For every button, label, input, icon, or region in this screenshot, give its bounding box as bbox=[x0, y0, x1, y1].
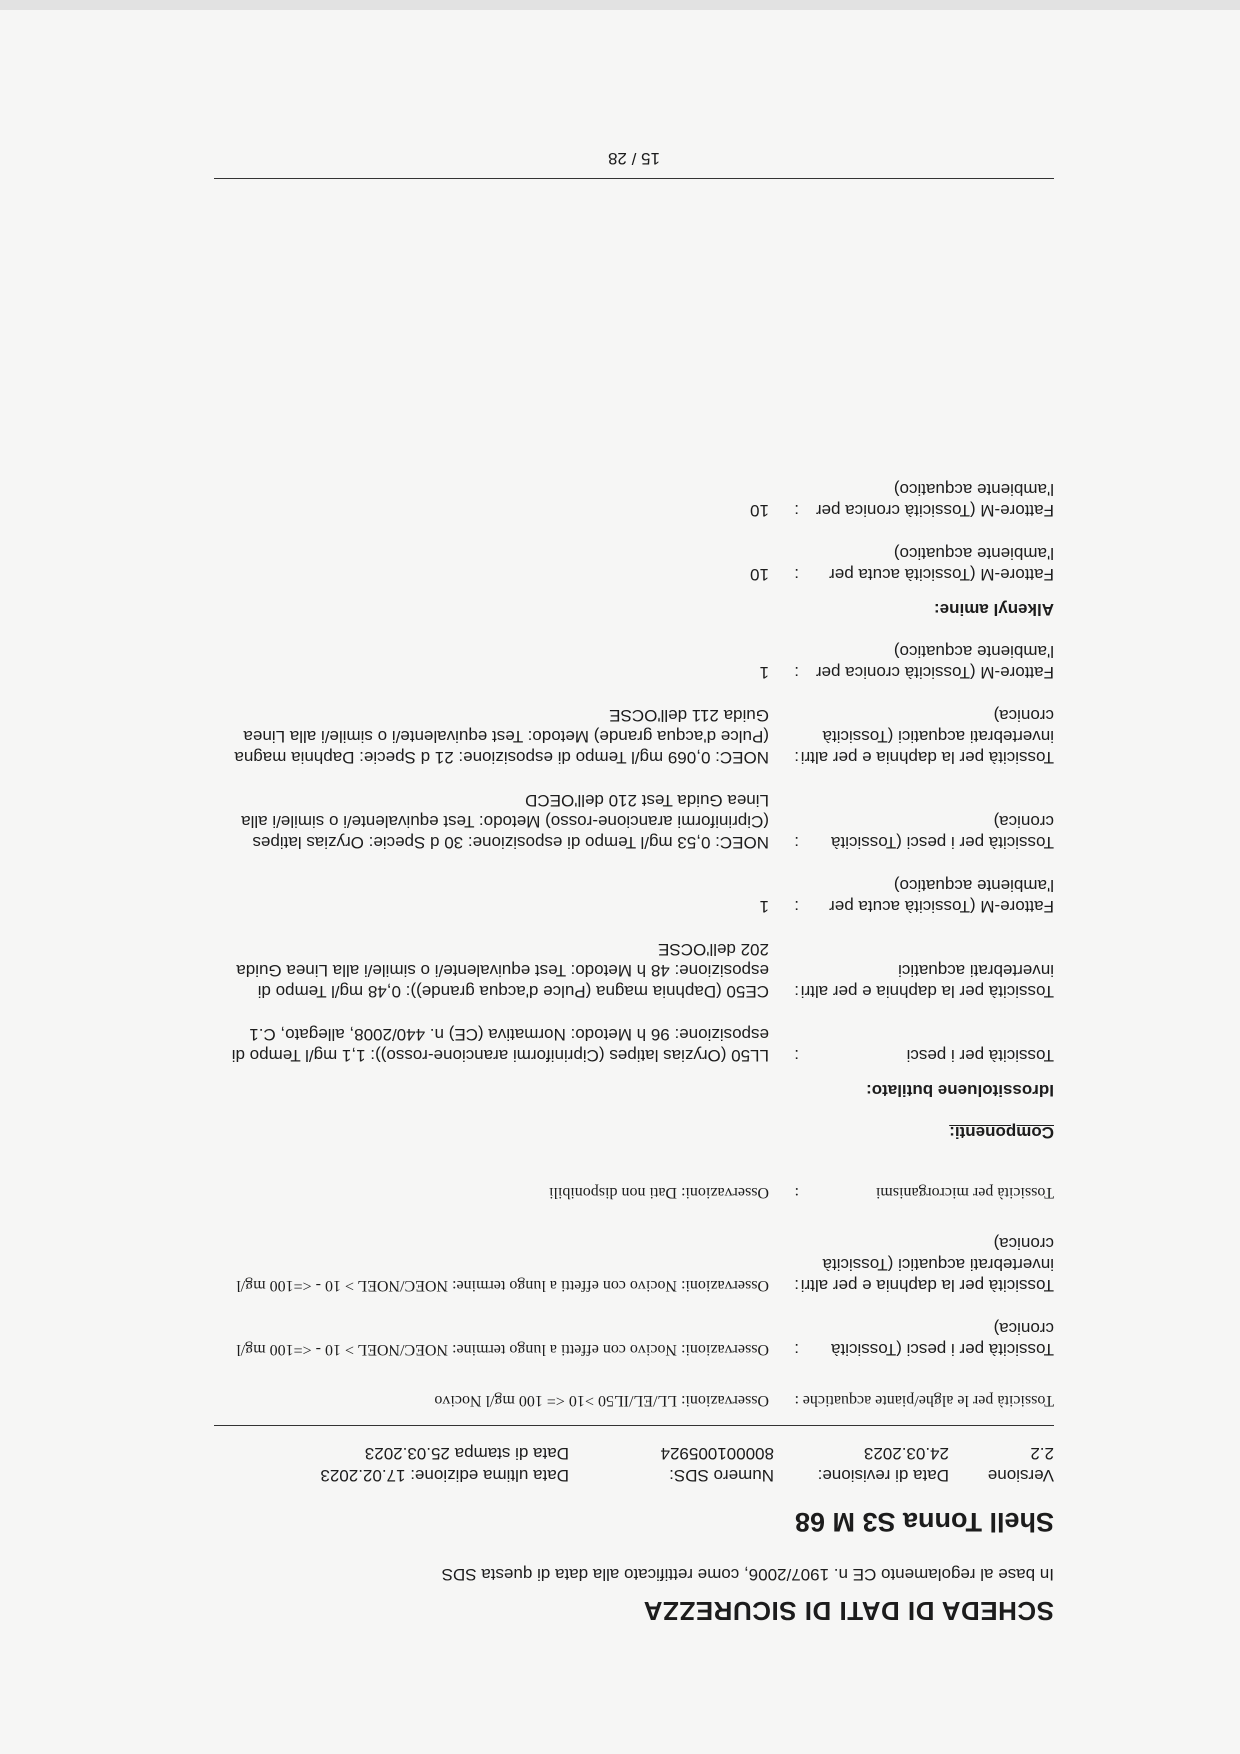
sds-number-label: Numero SDS: bbox=[669, 1466, 774, 1485]
m-factor-row: Fattore-M (Tossicità acuta per l'ambiente acquatico) : 1 bbox=[759, 876, 1054, 916]
sds-number-value: 800001005924 bbox=[660, 1444, 774, 1463]
component-toxicity bbox=[214, 641, 1054, 1066]
toxicity-row: Tossicità per la daphnia e per altri invertebrati acquatici (Tossicità cronica) : Osservazioni: Nocivo con effetti a lungo termine: NOEC/NOEL > 10 - <=100 mg/l bbox=[236, 1234, 1054, 1295]
version-label: Versione bbox=[987, 1466, 1054, 1485]
revision-info bbox=[214, 1442, 1054, 1486]
component-name: Idrossitoluene butilato: bbox=[866, 1081, 1054, 1100]
mixture-ecotoxicity bbox=[214, 1182, 1054, 1411]
revision-date-value: 24.03.2023 bbox=[863, 1444, 949, 1463]
regulation-subtitle: In base al regolamento CE n. 1907/2006, come rettificato alla data di questa SDS bbox=[441, 1565, 1054, 1584]
footer-divider bbox=[214, 178, 1054, 179]
print-date: Data di stampa 25.03.2023 bbox=[364, 1444, 569, 1463]
toxicity-row: Tossicità per microrganismi : Osservazioni: Dati non disponibili bbox=[549, 1184, 1054, 1201]
components-heading: Componenti: bbox=[949, 1123, 1054, 1142]
page-number: 15 / 28 bbox=[608, 149, 660, 168]
product-name: Shell Tonna S3 M 68 bbox=[794, 1507, 1054, 1537]
component-toxicity bbox=[214, 479, 1054, 585]
scan-edge bbox=[0, 0, 1240, 10]
toxicity-row: Tossicità per le alghe/piante acquatiche : Osservazioni: LL/EL/IL50 >10 <= 100 mg/l Nocivo bbox=[434, 1392, 1054, 1409]
page-footer bbox=[214, 148, 1054, 179]
toxicity-row: Tossicità per i pesci (Tossicità cronica) : NOEC: 0,53 mg/l Tempo di esposizione: 30 d Specie: Oryzias latipes (Cipriniformi arancione-rosso) Metodo: Test equivalente/i o simile/i alla Linea Guida Test 210 dell'OECD bbox=[241, 791, 1054, 852]
version-value: 2.2 bbox=[1030, 1444, 1054, 1463]
last-edition-date: Data ultima edizione: 17.02.2023 bbox=[320, 1466, 569, 1485]
toxicity-row: Tossicità per i pesci : LL50 (Oryzias latipes (Cipriniformi arancione-rosso)): 1,1 mg/l Tempo di esposizione: 96 h Metodo: Normativa (CE) n. 440/2008, allegato, C.1 bbox=[231, 1025, 1054, 1065]
m-factor-row: Fattore-M (Tossicità acuta per l'ambiente acquatico) : 10 bbox=[750, 544, 1054, 584]
m-factor-row: Fattore-M (Tossicità cronica per l'ambiente acquatico) : 10 bbox=[750, 480, 1054, 520]
toxicity-row: Tossicità per la daphnia e per altri invertebrati acquatici (Tossicità cronica) : NOEC: 0,069 mg/l Tempo di esposizione: 21 d Specie: Daphnia magna (Pulce d'acqua grande) Metodo: Test equivalente/i o simile/i alla Linea Guida 211 dell'OCSE bbox=[234, 706, 1054, 767]
page-content bbox=[214, 479, 1054, 1626]
toxicity-row: Tossicità per la daphnia e per altri invertebrati acquatici : CE50 (Daphnia magna (Pulce d'acqua grande)): 0,48 mg/l Tempo di esposizione: 48 h Metodo: Test equivalente/i o simile/i alla Linea Guida 202 dell'OCSE bbox=[236, 940, 1054, 1001]
m-factor-row: Fattore-M (Tossicità cronica per l'ambiente acquatico) : 1 bbox=[759, 642, 1054, 682]
component-name: Alkenyl amine: bbox=[934, 600, 1054, 619]
toxicity-row: Tossicità per i pesci (Tossicità cronica) : Osservazioni: Nocivo con effetti a lungo termine: NOEC/NOEL > 10 - <=100 mg/l bbox=[236, 1319, 1054, 1359]
document-title: SCHEDA DI DATI DI SICUREZZA bbox=[643, 1596, 1054, 1626]
revision-date-label: Data di revisione: bbox=[817, 1466, 949, 1485]
header-divider bbox=[214, 1425, 1054, 1426]
